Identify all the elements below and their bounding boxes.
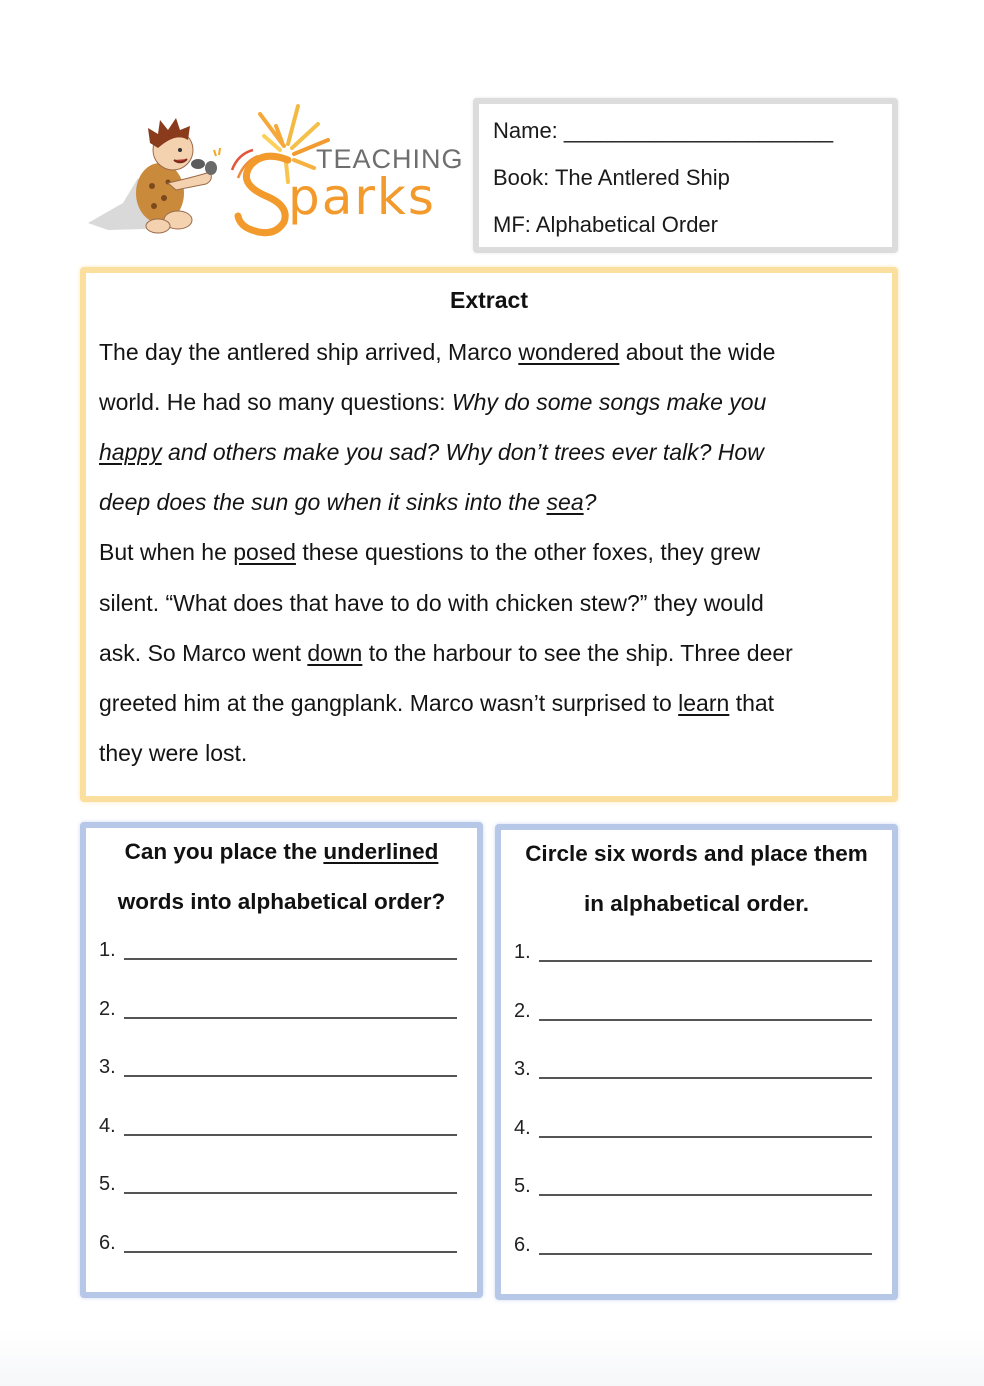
extract-box: [80, 267, 898, 802]
answer-blank-line[interactable]: [539, 1116, 872, 1138]
answer-blank-line[interactable]: [124, 997, 457, 1019]
answer-number: 5.: [99, 1173, 116, 1195]
extract-line: [99, 539, 760, 566]
extract-line: [99, 439, 764, 466]
extract-text-segment: The day the antlered ship arrived, Marco: [99, 339, 519, 365]
underlined-word: wondered: [518, 339, 620, 365]
answer-row: [99, 936, 457, 962]
answer-row: [514, 997, 872, 1023]
answer-row: [514, 1055, 872, 1081]
answer-blank-line[interactable]: [539, 1233, 872, 1255]
extract-text-segment: Why do some songs make you: [451, 389, 767, 416]
underlined-word: posed: [233, 539, 296, 566]
extract-line: [99, 590, 764, 617]
underlined-word: happy: [99, 439, 162, 466]
circle-words-question-box: [495, 824, 898, 1300]
logo-teaching-text: TEACHING: [316, 144, 464, 174]
answer-row: [514, 938, 872, 964]
question1-title-line2: words into alphabetical order?: [117, 889, 446, 914]
question1-title-prefix: Can you place the: [124, 839, 324, 864]
extract-line: [99, 640, 793, 667]
answer-row: [514, 1114, 872, 1140]
underlined-word: down: [307, 639, 363, 666]
question2-title-line2: in alphabetical order.: [583, 891, 810, 916]
answer-row: [514, 1172, 872, 1198]
extract-line: [99, 339, 775, 366]
answer-number: 4.: [99, 1114, 116, 1137]
answer-number: 2.: [99, 997, 116, 1020]
extract-text-segment: they were lost.: [99, 739, 248, 766]
answer-blank-line[interactable]: [124, 1231, 457, 1253]
answer-blank-line[interactable]: [539, 940, 872, 962]
extract-title: Extract: [450, 287, 528, 313]
extract-text-segment: ask. So Marco went: [99, 639, 308, 666]
answer-blank-line[interactable]: [124, 1055, 457, 1077]
extract-line: [99, 389, 766, 416]
extract-line: [99, 489, 596, 516]
extract-text-segment: and others make you sad? Why don’t trees ever talk? How: [161, 439, 764, 466]
answer-blank-line[interactable]: [539, 999, 872, 1021]
answer-number: 3.: [99, 1056, 116, 1078]
book-title-label: Book: The Antlered Ship: [493, 165, 730, 190]
extract-text-segment: that: [729, 689, 775, 716]
answer-row: [99, 995, 457, 1021]
extract-line: [99, 740, 247, 767]
extract-text-segment: greeted him at the gangplank. Marco wasn’t surprised to: [99, 689, 679, 716]
underlined-words-question-box: [80, 822, 483, 1298]
teaching-sparks-logo: [88, 98, 463, 246]
student-info-box: [473, 98, 898, 253]
answer-blank-line[interactable]: [539, 1057, 872, 1079]
extract-text-segment: deep does the sun go when it sinks into the: [99, 489, 547, 516]
extract-text-segment: about the wide: [619, 339, 776, 365]
underlined-word: learn: [678, 689, 730, 716]
answer-number: 1.: [514, 941, 531, 963]
answer-number: 2.: [514, 999, 531, 1022]
answer-blank-line[interactable]: [124, 1172, 457, 1194]
answer-number: 4.: [514, 1116, 531, 1139]
answer-number: 5.: [514, 1175, 531, 1197]
extract-text-segment: ?: [583, 489, 597, 516]
logo-sparks-text: [288, 168, 436, 226]
extract-text-segment: to the harbour to see the ship. Three deer: [362, 639, 793, 666]
extract-text-segment: But when he: [99, 539, 234, 566]
logo-sparks-letters: parks: [288, 168, 436, 226]
question1-title-line1: [86, 839, 477, 865]
answer-row: [99, 1229, 457, 1255]
question1-title-underlined: underlined: [323, 839, 439, 864]
answer-number: 3.: [514, 1058, 531, 1080]
answer-blank-line[interactable]: [124, 938, 457, 960]
answer-row: [99, 1112, 457, 1138]
answer-blank-line[interactable]: [124, 1114, 457, 1136]
answer-number: 1.: [99, 939, 116, 961]
answer-row: [514, 1231, 872, 1257]
answer-blank-line[interactable]: [539, 1174, 872, 1196]
extract-text-segment: world. He had so many questions:: [99, 389, 452, 416]
answer-number: 6.: [99, 1231, 116, 1254]
extract-text-segment: these questions to the other foxes, they grew: [295, 539, 761, 566]
extract-text-segment: silent. “What does that have to do with chicken stew?” they would: [99, 589, 764, 616]
answer-number: 6.: [514, 1233, 531, 1256]
answer-row: [99, 1053, 457, 1079]
name-field-label[interactable]: Name: ______________________: [493, 118, 834, 143]
extract-line: [99, 690, 774, 717]
question2-title-line1: Circle six words and place them: [525, 841, 868, 866]
mf-topic-label: MF: Alphabetical Order: [493, 212, 718, 237]
underlined-word: sea: [546, 489, 584, 516]
answer-row: [99, 1170, 457, 1196]
